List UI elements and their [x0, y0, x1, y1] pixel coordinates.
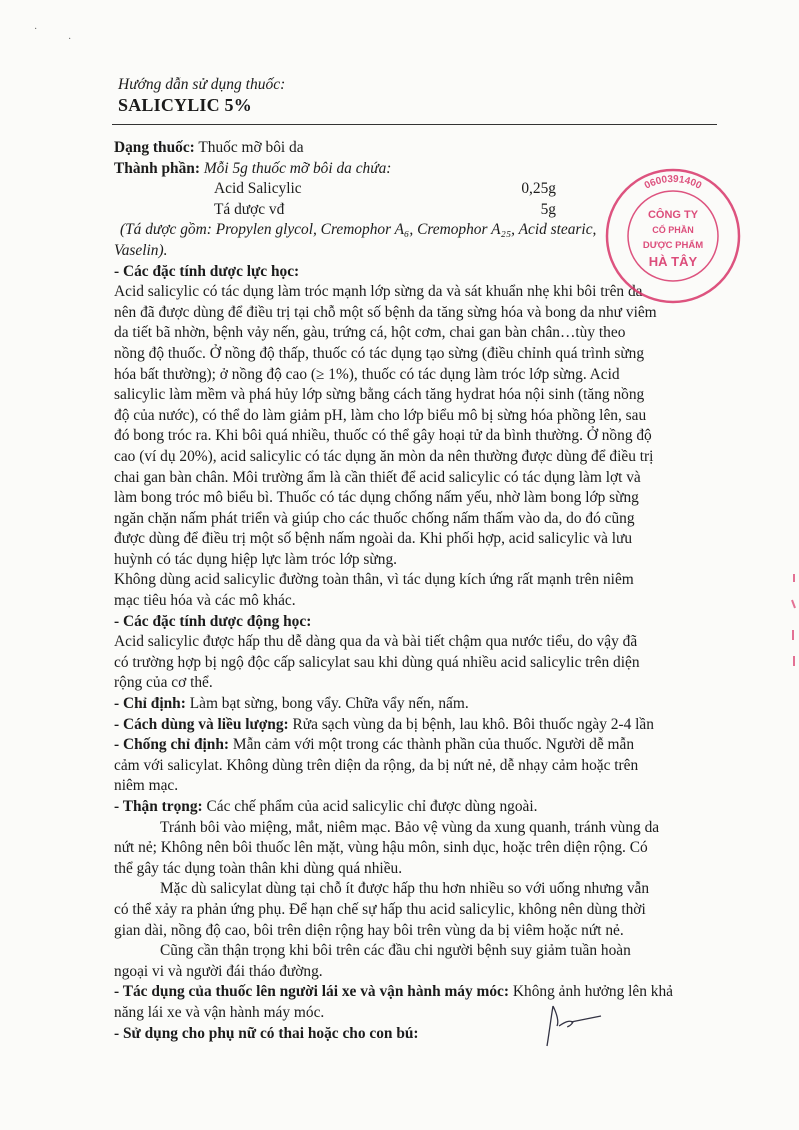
scan-speck: · — [68, 34, 72, 45]
text-line: được dùng để điều trị một số bệnh nấm ngoài da. Khi phối hợp, acid salicylic và lưu — [114, 530, 633, 548]
text-line: nứt nẻ; Không nên bôi thuốc lên mặt, vùng hậu môn, sinh dục, hoặc trên diện rộng. Có — [114, 839, 648, 857]
text-line: niêm mạc. — [114, 777, 179, 795]
text-line: mạc tiêu hóa và các mô khác. — [114, 592, 296, 610]
ingredient-amount: 0,25g — [521, 180, 556, 198]
dosage-form-line — [114, 138, 734, 159]
text-line: Mặc dù salicylat dùng tại chỗ ít được hấp thu hơn nhiều so với uống nhưng vẫn — [160, 880, 650, 898]
pregnancy-heading: - Sử dụng cho phụ nữ có thai hoặc cho con bú: — [114, 1024, 419, 1042]
dosage-form-value: Thuốc mỡ bôi da — [194, 139, 304, 156]
text-line: Tránh bôi vào miệng, mắt, niêm mạc. Bảo vệ vùng da xung quanh, tránh vùng da — [160, 818, 660, 836]
ingredient-name: Tá dược vđ — [214, 200, 285, 218]
precautions-label: - Thận trọng: — [114, 798, 203, 815]
precautions-line — [114, 797, 734, 818]
ingredient-name: Acid Salicylic — [214, 180, 302, 198]
text-line: ngăn chặn nấm phát triển và giúp cho các thuốc chống nấm thấm vào da, do đó cũng — [114, 509, 635, 527]
scan-speck: · — [34, 24, 38, 35]
composition-label: Thành phần: — [114, 159, 200, 177]
pharmacokinetics-text — [114, 632, 734, 694]
signature-mark — [535, 996, 605, 1056]
text-line: salicylic làm mềm và phá hủy lớp sừng bằng cách tăng hydrat hóa nội sinh (tăng nồng — [114, 386, 645, 404]
indications-text: Làm bạt sừng, bong vẩy. Chữa vẩy nến, nấm. — [185, 695, 469, 713]
driving-label: - Tác dụng của thuốc lên người lái xe và vận hành máy móc: — [114, 983, 510, 1001]
text-line: cao (ví dụ 20%), acid salicylic có tác dụng ăn mòn da nên thường được dùng để điều trị — [114, 447, 654, 465]
dosage-label: - Cách dùng và liều lượng: — [114, 715, 289, 733]
precautions-text: Các chế phẩm của acid salicylic chỉ được dùng ngoài. — [202, 798, 538, 815]
edge-stamp-fragment — [788, 570, 798, 670]
excipients-line: (Tá dược gồm: Propylen glycol, Cremophor A₆, Cremophor A₂₅, Acid stearic, — [120, 221, 597, 239]
text-line: Acid salicylic được hấp thu dễ dàng qua da và bài tiết chậm qua nước tiểu, do vậy đã — [114, 633, 638, 651]
driving-text: Không ảnh hưởng lên khả — [509, 983, 673, 1001]
text-line: chai gan bàn chân. Môi trường ẩm là cần thiết để acid salicylic có tác dụng làm lợt và — [114, 468, 641, 486]
document-subtitle: Hướng dẫn sử dụng thuốc: — [118, 76, 286, 93]
text-line: da tiết bã nhờn, bệnh vảy nến, gàu, trứng cá, hột cơm, chai gan bàn chân…tùy theo — [114, 324, 626, 342]
stamp-line: CÔNG TY — [647, 209, 699, 221]
pharmacokinetics-heading: - Các đặc tính dược động học: — [114, 612, 312, 630]
text-line: năng lái xe và vận hành máy móc. — [114, 1003, 325, 1021]
text-line: đó bong tróc ra. Khi bôi quá nhiều, thuốc có thể gây hoại tử da bình thường. Ở nồng độ — [114, 427, 652, 445]
dosage-line — [114, 715, 734, 736]
stamp-line: DƯỢC PHẨM — [642, 240, 704, 251]
text-line: nên đã được dùng để điều trị tại chỗ một số bệnh da tăng sừng hóa và bong da như viêm — [114, 303, 657, 321]
text-line: Không dùng acid salicylic đường toàn thân, vì tác dụng kích ứng rất mạnh trên niêm — [114, 571, 634, 589]
text-line: ngoại vi và người đái tháo đường. — [114, 962, 323, 980]
header-divider — [112, 124, 717, 125]
text-line: Acid salicylic có tác dụng làm tróc mạnh lớp sừng da và sát khuẩn nhẹ khi bôi trên da — [114, 283, 643, 301]
stamp-number: 0600391400 — [642, 173, 704, 192]
text-line: có thể xảy ra phản ứng phụ. Để hạn chế sự hấp thu acid salicylic, không nên dùng thời — [114, 900, 646, 918]
document-title: SALICYLIC 5% — [118, 95, 252, 115]
text-line: gian dài, nồng độ cao, bôi trên diện rộng hay bôi trên vùng da bị viêm hoặc nứt nẻ. — [114, 921, 624, 939]
ingredient-amount: 5g — [540, 200, 556, 218]
text-line: làm bong tróc mô biểu bì. Thuốc có tác dụng chống nấm yếu, nhờ làm bong lớp sừng — [114, 489, 639, 507]
text-line: rộng của cơ thể. — [114, 674, 213, 692]
pharmacodynamics-heading: - Các đặc tính dược lực học: — [114, 262, 300, 280]
driving-line — [114, 982, 734, 1003]
pharmacodynamics-text — [114, 282, 734, 612]
stamp-line: HÀ TÂY — [648, 254, 698, 269]
excipients-line: Vaselin). — [114, 241, 168, 259]
contraindications-label: - Chống chỉ định: — [114, 736, 230, 754]
text-line: độ của nước), có thể do làm giảm pH, làm cho lớp biểu mô bị sừng hóa phồng lên, sau — [114, 406, 647, 424]
text-line: thể gây tác dụng toàn thân khi dùng quá nhiều. — [114, 859, 403, 877]
text-line: cảm với salicylat. Không dùng trên diện da rộng, da bị nứt nẻ, dễ nhạy cảm hoặc trên — [114, 756, 639, 774]
company-stamp — [603, 166, 743, 306]
dosage-text: Rửa sạch vùng da bị bệnh, lau khô. Bôi thuốc ngày 2-4 lần — [288, 715, 654, 733]
text-line: có trường hợp bị ngộ độc cấp salicylat sau khi dùng quá nhiều acid salicylic trên diện — [114, 653, 640, 671]
text-line: hóa bất thường); ở nồng độ cao (≥ 1%), thuốc có tác dụng làm tróc lớp sừng. Acid — [114, 365, 620, 383]
text-line: nồng độ thuốc. Ở nồng độ thấp, thuốc có tác dụng tạo sừng (điều chỉnh quá trình sừng — [114, 344, 645, 362]
contraindications-line — [114, 735, 734, 756]
indications-label: - Chỉ định: — [114, 695, 186, 713]
stamp-line: CỔ PHẦN — [652, 225, 694, 235]
text-line: huỳnh có tác dụng hiệp lực làm tróc lớp sừng. — [114, 550, 397, 568]
indications-line — [114, 694, 734, 715]
contraindications-text: Mẫn cảm với một trong các thành phần của thuốc. Người dễ mẫn — [229, 736, 635, 754]
dosage-form-label: Dạng thuốc: — [114, 139, 195, 156]
composition-intro: Mỗi 5g thuốc mỡ bôi da chứa: — [200, 159, 392, 177]
text-line: Cũng cần thận trọng khi bôi trên các đầu chi người bệnh suy giảm tuần hoàn — [160, 942, 631, 960]
